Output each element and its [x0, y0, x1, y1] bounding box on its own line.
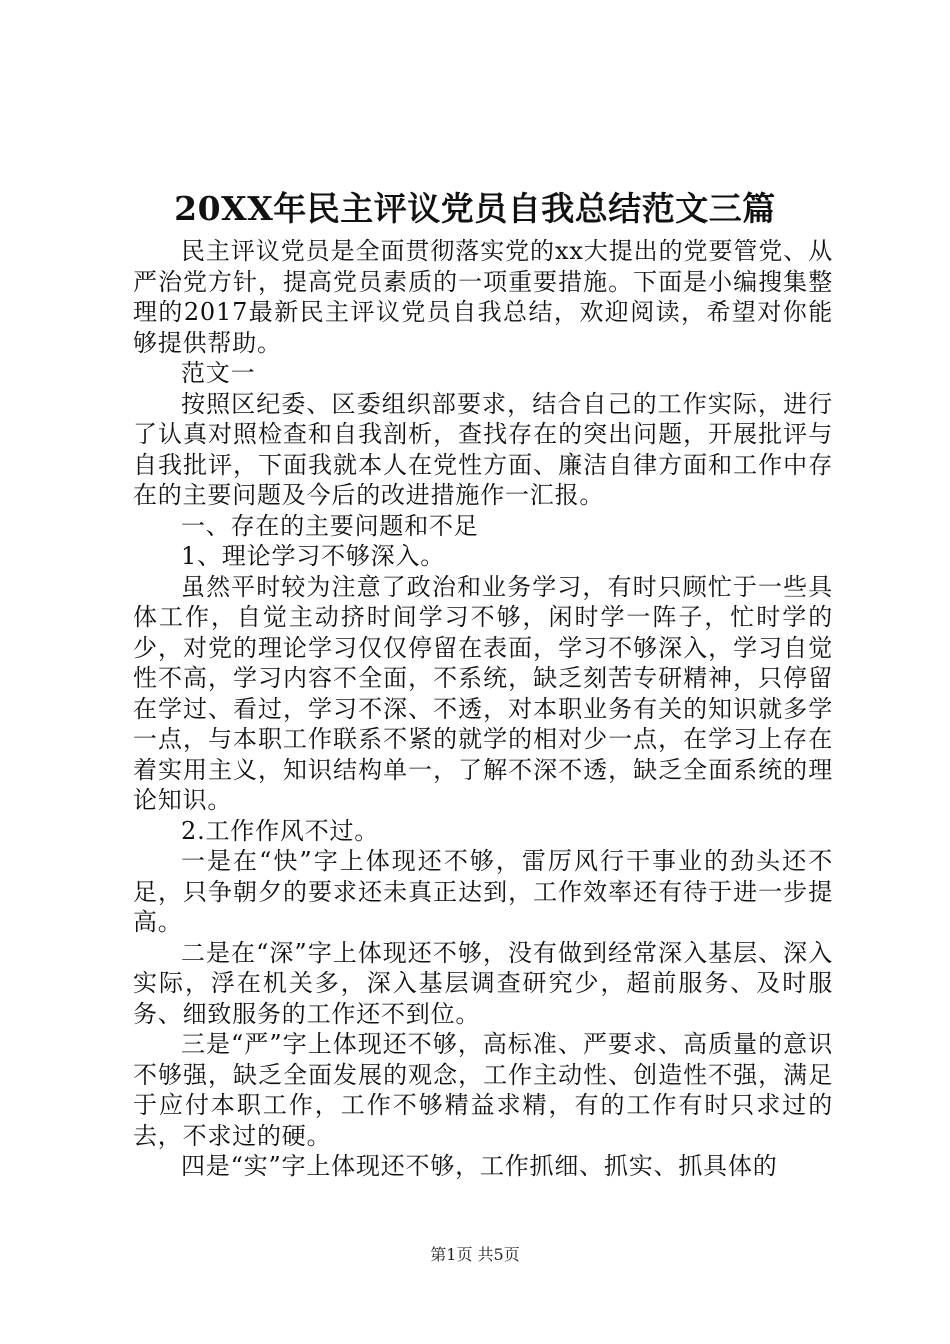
- document-title: 20XX年民主评议党员自我总结范文三篇: [174, 189, 776, 228]
- paragraph-point-solid: 四是“实”字上体现还不够，工作抓细、抓实、抓具体的: [181, 1152, 778, 1180]
- paragraph-sample-heading: 范文一: [181, 359, 256, 387]
- page-footer: 第1页 共5页: [430, 1245, 520, 1264]
- paragraph-item-heading-2: 2.工作作风不过。: [181, 816, 380, 845]
- paragraph-point-deep: 二是在“深”字上体现还不够，没有做到经常深入基层、深入实际，浮在机关多，深入基层调查研究少，超前服务、及时服务、细致服务的工作还不到位。: [133, 938, 833, 1028]
- paragraph-item-heading-1: 1、理论学习不够深入。: [181, 542, 446, 570]
- paragraph-point-strict: 三是“严”字上体现还不够，高标准、严要求、高质量的意识不够强，缺乏全面发展的观念，工作主动性、创造性不强，满足于应付本职工作，工作不够精益求精，有的工作有时只求过的去，不求过的硬。: [133, 1030, 833, 1150]
- paragraph-point-fast: 一是在“快”字上体现还不够，雷厉风行干事业的劲头还不足，只争朝夕的要求还未真正达到，工作效率还有待于进一步提高。: [133, 847, 833, 936]
- paragraph-section-heading: 一、存在的主要问题和不足: [181, 511, 479, 540]
- document-body: [133, 236, 833, 1182]
- paragraph-report-intro: 按照区纪委、区委组织部要求，结合自己的工作实际，进行了认真对照检查和自我剖析，查找存在的突出问题，开展批评与自我批评，下面我就本人在党性方面、廉洁自律方面和工作中存在的主要问题及今后的改进措施作一汇报。: [133, 389, 833, 509]
- paragraph-intro: 民主评议党员是全面贯彻落实党的xx大提出的党要管党、从严治党方针，提高党员素质的一项重要措施。下面是小编搜集整理的2017最新民主评议党员自我总结，欢迎阅读，希望对你能够提供帮助。: [133, 237, 833, 357]
- paragraph-study-issues: 虽然平时较为注意了政治和业务学习，有时只顾忙于一些具体工作，自觉主动挤时间学习不够，闲时学一阵子，忙时学的少，对党的理论学习仅仅停留在表面，学习不够深入，学习自觉性不高，学习内容不全面，不系统，缺乏刻苦专研精神，只停留在学过、看过，学习不深、不透，对本职业务有关的知识就多学一点，与本职工作联系不紧的就学的相对少一点，在学习上存在着实用主义，知识结构单一，了解不深不透，缺乏全面系统的理论知识。: [133, 572, 833, 814]
